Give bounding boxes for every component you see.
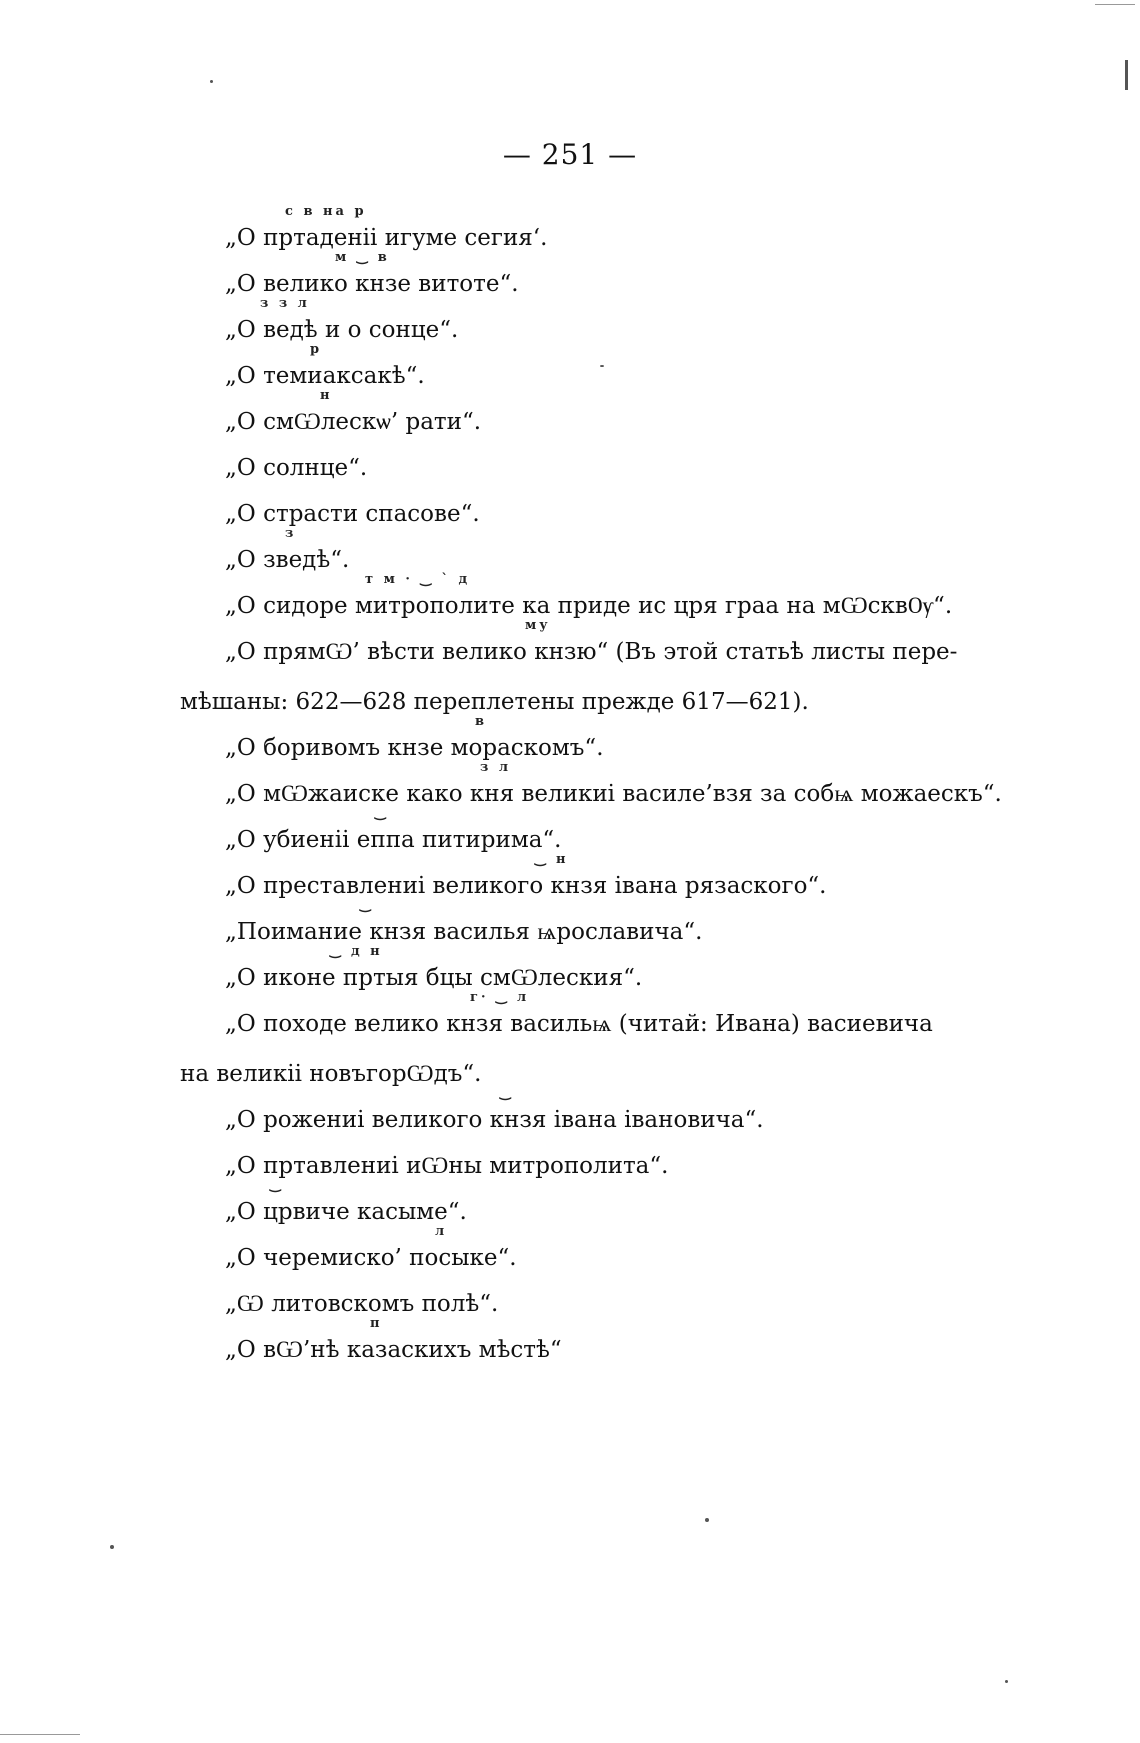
- entry-line: [225, 481, 990, 527]
- entry-list: [180, 204, 1002, 1363]
- entry-text: „О црвиче касыме“.: [225, 1199, 467, 1225]
- superscript-marks: ‿: [500, 1086, 514, 1101]
- entry-line: [225, 1133, 990, 1179]
- entry-text: „О рожениі великого кнзя івана івановича“.: [225, 1107, 764, 1133]
- entry-text: „О прямѠ’ вѣсти велико кнзю“ (Въ этой статьѣ листы пере-: [225, 639, 958, 665]
- entry-text: „О вѠ’нѣ казаскихъ мѣстѣ“: [225, 1337, 562, 1363]
- entry-line: [225, 389, 990, 435]
- superscript-marks: ‿ н: [535, 852, 569, 867]
- entry-text: „О велико кнзе витоте“.: [225, 271, 519, 297]
- superscript-marks: ‿ д н: [330, 944, 383, 959]
- entry-line: [225, 435, 990, 481]
- scan-speck: [210, 80, 213, 83]
- entry-line: [225, 760, 1002, 807]
- entry-text: „О походе велико кнзя васильѩ (читай: Ивана) васиевича: [225, 1011, 933, 1037]
- superscript-marks: з: [285, 526, 297, 541]
- entry-text: „Ѡ литовскомъ полѣ“.: [225, 1291, 499, 1317]
- scan-edge-mark: [0, 1734, 80, 1735]
- superscript-marks: р: [310, 342, 323, 357]
- entry-text: „О солнце“.: [225, 455, 368, 481]
- entry-text: „О зведѣ“.: [225, 547, 350, 573]
- scan-speck: [600, 365, 604, 367]
- entry-line: [225, 1179, 990, 1225]
- entry-text-continuation: на великіі новъгорѠдъ“.: [180, 1061, 482, 1087]
- entry-text: „О черемиско’ посыке“.: [225, 1245, 517, 1271]
- scan-speck: [110, 1545, 114, 1549]
- page-number: — 251 —: [502, 138, 638, 171]
- superscript-marks: м ‿ в: [335, 250, 390, 265]
- entry-line: [225, 527, 990, 573]
- scan-speck: [1005, 1680, 1008, 1683]
- entry-text: „О пртавлениі иѠны митрополита“.: [225, 1153, 669, 1179]
- scan-speck: [705, 1518, 709, 1522]
- entry-line: [225, 573, 990, 619]
- entry-text-continuation: мѣшаны: 622—628 переплетены прежде 617—621).: [180, 689, 809, 715]
- entry-text: „О мѠжаиске како кня великиі василе’взя за собѩ можаескъ“.: [225, 781, 1002, 807]
- entry-text: „О боривомъ кнзе мораскомъ“.: [225, 735, 604, 761]
- superscript-marks: л: [435, 1224, 448, 1239]
- entry-line: [225, 807, 990, 853]
- superscript-marks: му: [525, 618, 551, 633]
- entry-line: [225, 297, 990, 343]
- entry-text: „О смѠлескѡ’ рати“.: [225, 409, 482, 435]
- superscript-marks: с в на р: [285, 204, 367, 219]
- superscript-marks: г· ‿ л: [470, 990, 530, 1005]
- superscript-marks: з л: [480, 760, 511, 775]
- scan-speck: [1125, 60, 1128, 90]
- superscript-marks: п: [370, 1316, 383, 1331]
- entry-line: [225, 205, 990, 251]
- entry-text: „О сидоре митрополите ка приде ис цря граа на мѠсквѸ“.: [225, 593, 953, 619]
- entry-line: [225, 715, 990, 761]
- superscript-marks: ‿: [270, 1178, 284, 1193]
- entry-text: „О иконе пртыя бцы смѠлеския“.: [225, 965, 643, 991]
- scan-edge-mark: [1095, 4, 1135, 5]
- entry-line: [225, 1087, 990, 1133]
- entry-line: [180, 619, 990, 715]
- entry-text: „О пртаденіі игуме сегия‘.: [225, 225, 548, 251]
- entry-line: [225, 1271, 990, 1317]
- entry-line: [225, 1225, 990, 1271]
- entry-line: [180, 991, 990, 1087]
- entry-text: „Поимание кнзя василья ѩрославича“.: [225, 919, 703, 945]
- entry-line: [225, 945, 990, 991]
- superscript-marks: ‿: [375, 806, 389, 821]
- entry-line: [225, 251, 990, 297]
- entry-line: [225, 343, 990, 389]
- superscript-marks: н: [320, 388, 333, 403]
- entry-text: „О преставлениі великого кнзя івана рязаского“.: [225, 873, 827, 899]
- entry-text: „О страсти спасове“.: [225, 501, 480, 527]
- superscript-marks: т м · ‿ ˋ д: [365, 572, 471, 587]
- superscript-marks: з з л: [260, 296, 310, 311]
- entry-line: [225, 853, 990, 899]
- entry-text: „О темиаксакѣ“.: [225, 363, 425, 389]
- superscript-marks: ‿: [360, 898, 374, 913]
- entry-line: [225, 899, 990, 945]
- entry-text: „О убиеніі еппа питирима“.: [225, 827, 562, 853]
- entry-text: „О ведѣ и о сонце“.: [225, 317, 459, 343]
- superscript-marks: в: [475, 714, 488, 729]
- entry-line: [225, 1317, 990, 1363]
